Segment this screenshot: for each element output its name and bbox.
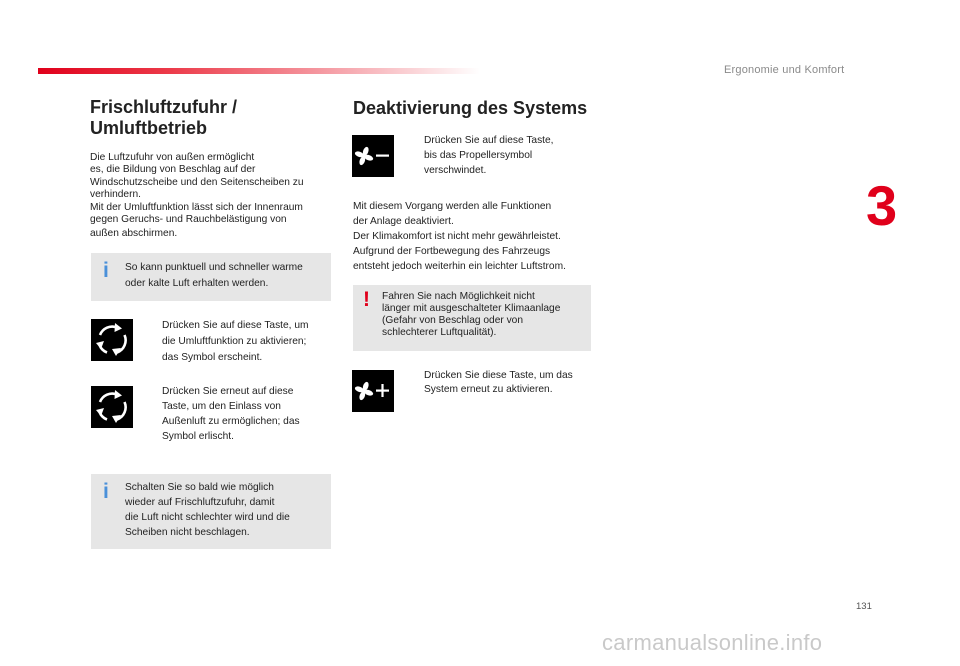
paragraph-line: Mit der Umluftfunktion lässt sich der Innenraum: [90, 201, 303, 213]
warning-line: (Gefahr von Beschlag oder von: [382, 315, 524, 326]
step-activate-recirculation: [143, 319, 333, 364]
step-line: System erneut zu aktivieren.: [424, 384, 553, 395]
step-line: verschwindet.: [424, 165, 487, 176]
step-line: Drücken Sie auf diese Taste, um: [162, 320, 309, 331]
step-line: bis das Propellersymbol: [424, 150, 533, 161]
fan-plus-button-icon: [352, 370, 394, 412]
paragraph-line: der Anlage deaktiviert.: [353, 216, 454, 227]
step-line: Taste, um den Einlass von: [162, 401, 281, 412]
paragraph-line: Mit diesem Vorgang werden alle Funktionen: [353, 201, 552, 212]
watermark: carmanualsonline.info: [602, 630, 823, 655]
warning-box: [353, 285, 591, 351]
deactivation-paragraph: [353, 199, 598, 274]
paragraph-line: außen abschirmen.: [90, 228, 178, 240]
step-line: Drücken Sie erneut auf diese: [162, 386, 294, 397]
section-title: Ergonomie und Komfort: [724, 64, 845, 76]
section-heading-deactivation: Deaktivierung des Systems: [353, 98, 588, 118]
warning-line: schlechterer Luftqualität).: [382, 327, 497, 338]
info-line: die Luft nicht schlechter wird und die: [125, 512, 290, 523]
step-turn-off-system: [405, 134, 595, 179]
chapter-number: 3: [866, 174, 898, 237]
heading-line: Frischluftzufuhr /: [90, 97, 237, 117]
info-box-fresh-air-advice: [91, 474, 331, 549]
paragraph-line: verhindern.: [90, 189, 141, 201]
info-line: wieder auf Frischluftzufuhr, damit: [125, 497, 275, 508]
page-number: 131: [856, 601, 872, 612]
step-line: das Symbol erscheint.: [162, 352, 263, 363]
heading-line: Umluftbetrieb: [90, 118, 207, 138]
step-line: Außenluft zu ermöglichen; das: [162, 416, 300, 427]
info-icon: i: [103, 480, 109, 503]
fan-minus-button-icon: [352, 135, 394, 177]
step-line: Drücken Sie auf diese Taste,: [424, 135, 554, 146]
info-line: Scheiben nicht beschlagen.: [125, 527, 250, 538]
section-heading-fresh-air: [90, 97, 330, 139]
paragraph-line: entsteht jedoch weiterhin ein leichter Luftstrom.: [353, 261, 566, 272]
info-line: Schalten Sie so bald wie möglich: [125, 482, 274, 493]
warning-line: länger mit ausgeschalteter Klimaanlage: [382, 303, 561, 314]
paragraph-line: Die Luftzufuhr von außen ermöglicht: [90, 152, 255, 163]
paragraph-line: Windschutzscheibe und den Seitenscheiben zu: [90, 176, 304, 188]
warning-box-text: [382, 291, 560, 339]
step-deactivate-recirculation: [143, 385, 333, 447]
paragraph-line: gegen Geruchs- und Rauchbelästigung von: [90, 214, 287, 226]
paragraph-line: Aufgrund der Fortbewegung des Fahrzeugs: [353, 246, 551, 257]
info-box-quick-air: [91, 253, 331, 301]
recirculation-button-icon: [91, 319, 133, 361]
recirculation-button-icon: [91, 386, 133, 428]
info-box-text: [125, 481, 290, 539]
step-line: die Umluftfunktion zu aktivieren;: [162, 336, 307, 347]
paragraph-line: es, die Bildung von Beschlag auf der: [90, 164, 256, 176]
paragraph-line: Der Klimakomfort ist nicht mehr gewährleistet.: [353, 231, 561, 242]
warning-icon: !: [363, 288, 370, 311]
warning-line: Fahren Sie nach Möglichkeit nicht: [382, 291, 535, 302]
step-reactivate-system: [405, 369, 600, 399]
info-line: oder kalte Luft erhalten werden.: [125, 278, 269, 289]
info-box-text: [125, 261, 303, 290]
header-accent-bar: [38, 68, 480, 74]
step-line: Drücken Sie diese Taste, um das: [424, 370, 573, 381]
info-icon: i: [103, 259, 109, 282]
intro-paragraph: [90, 152, 335, 241]
step-line: Symbol erlischt.: [162, 431, 234, 442]
info-line: So kann punktuell und schneller warme: [125, 262, 303, 273]
